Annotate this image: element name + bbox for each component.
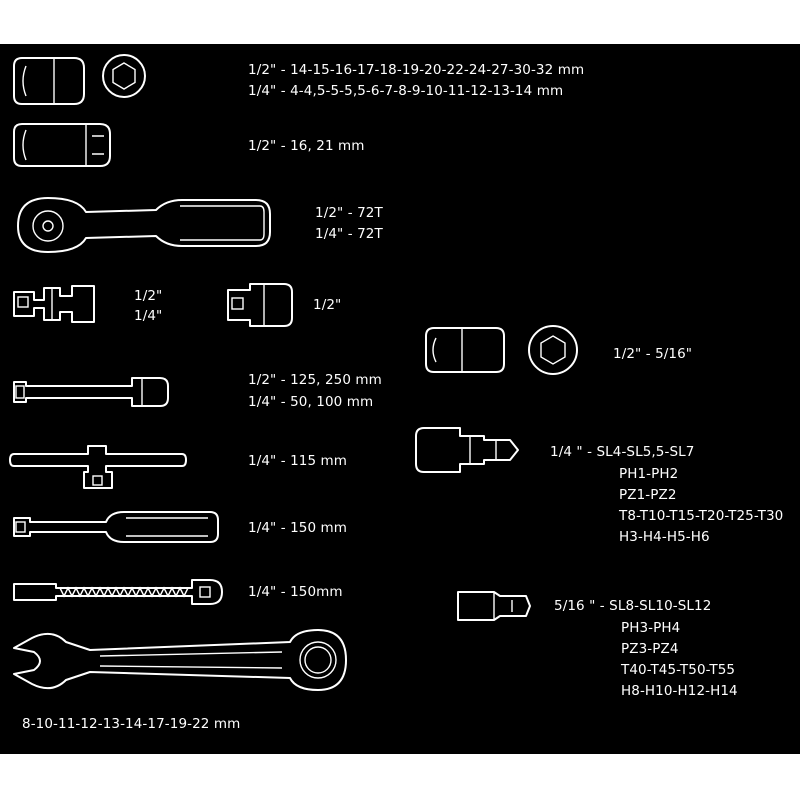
label-ratchet-half: 1/2" - 72T xyxy=(315,205,383,221)
screwdriver-handle-icon xyxy=(14,512,218,542)
label-sockets-quarter: 1/4" - 4-4,5-5-5,5-6-7-8-9-10-11-12-13-14 mm xyxy=(248,83,564,99)
bit-holder-socket-icon xyxy=(416,428,518,472)
label-extension-half: 1/2" - 125, 250 mm xyxy=(248,372,382,388)
label-extension-quarter: 1/4" - 50, 100 mm xyxy=(248,394,374,410)
bit-icon xyxy=(458,592,530,620)
label-wrench-sizes: 8-10-11-12-13-14-17-19-22 mm xyxy=(22,716,241,732)
flexible-extension-icon xyxy=(14,580,222,604)
label-t-bar: 1/4" - 115 mm xyxy=(248,453,348,469)
label-bits-quarter-t: T8-T10-T15-T20-T25-T30 xyxy=(619,508,784,524)
hex-bit-socket-top-icon xyxy=(529,326,577,374)
universal-joint-icon xyxy=(14,286,94,322)
label-spinner: 1/4" - 150 mm xyxy=(248,520,348,536)
hex-bit-socket-side-icon xyxy=(426,328,504,372)
label-bits-516-t: T40-T45-T50-T55 xyxy=(621,662,736,678)
label-hex-socket: 1/2" - 5/16" xyxy=(613,346,693,362)
label-flex-extension: 1/4" - 150mm xyxy=(248,584,343,600)
label-sockets-half: 1/2" - 14-15-16-17-18-19-20-22-24-27-30-32 mm xyxy=(248,62,585,78)
label-bits-quarter-sl: 1/4 " - SL4-SL5,5-SL7 xyxy=(550,444,695,460)
label-bits-quarter-pz: PZ1-PZ2 xyxy=(619,487,677,503)
label-bits-516-sl: 5/16 " - SL8-SL10-SL12 xyxy=(554,598,712,614)
label-ujoint-quarter: 1/4" xyxy=(134,308,163,324)
label-deep-socket: 1/2" - 16, 21 mm xyxy=(248,138,365,154)
extension-bar-icon xyxy=(14,378,168,406)
adapter-icon xyxy=(228,284,292,326)
socket-top-icon xyxy=(103,55,145,97)
t-bar-icon xyxy=(10,446,186,488)
label-ujoint-half: 1/2" xyxy=(134,288,163,304)
combination-wrench-icon xyxy=(14,630,346,690)
socket-side-icon xyxy=(14,58,84,104)
label-bits-quarter-h: H3-H4-H5-H6 xyxy=(619,529,710,545)
ratchet-icon xyxy=(18,198,270,252)
label-bits-quarter-ph: PH1-PH2 xyxy=(619,466,679,482)
label-ratchet-quarter: 1/4" - 72T xyxy=(315,226,383,242)
label-bits-516-ph: PH3-PH4 xyxy=(621,620,681,636)
label-adapter: 1/2" xyxy=(313,297,342,313)
label-bits-516-pz: PZ3-PZ4 xyxy=(621,641,679,657)
label-bits-516-h: H8-H10-H12-H14 xyxy=(621,683,738,699)
deep-socket-icon xyxy=(14,124,110,166)
